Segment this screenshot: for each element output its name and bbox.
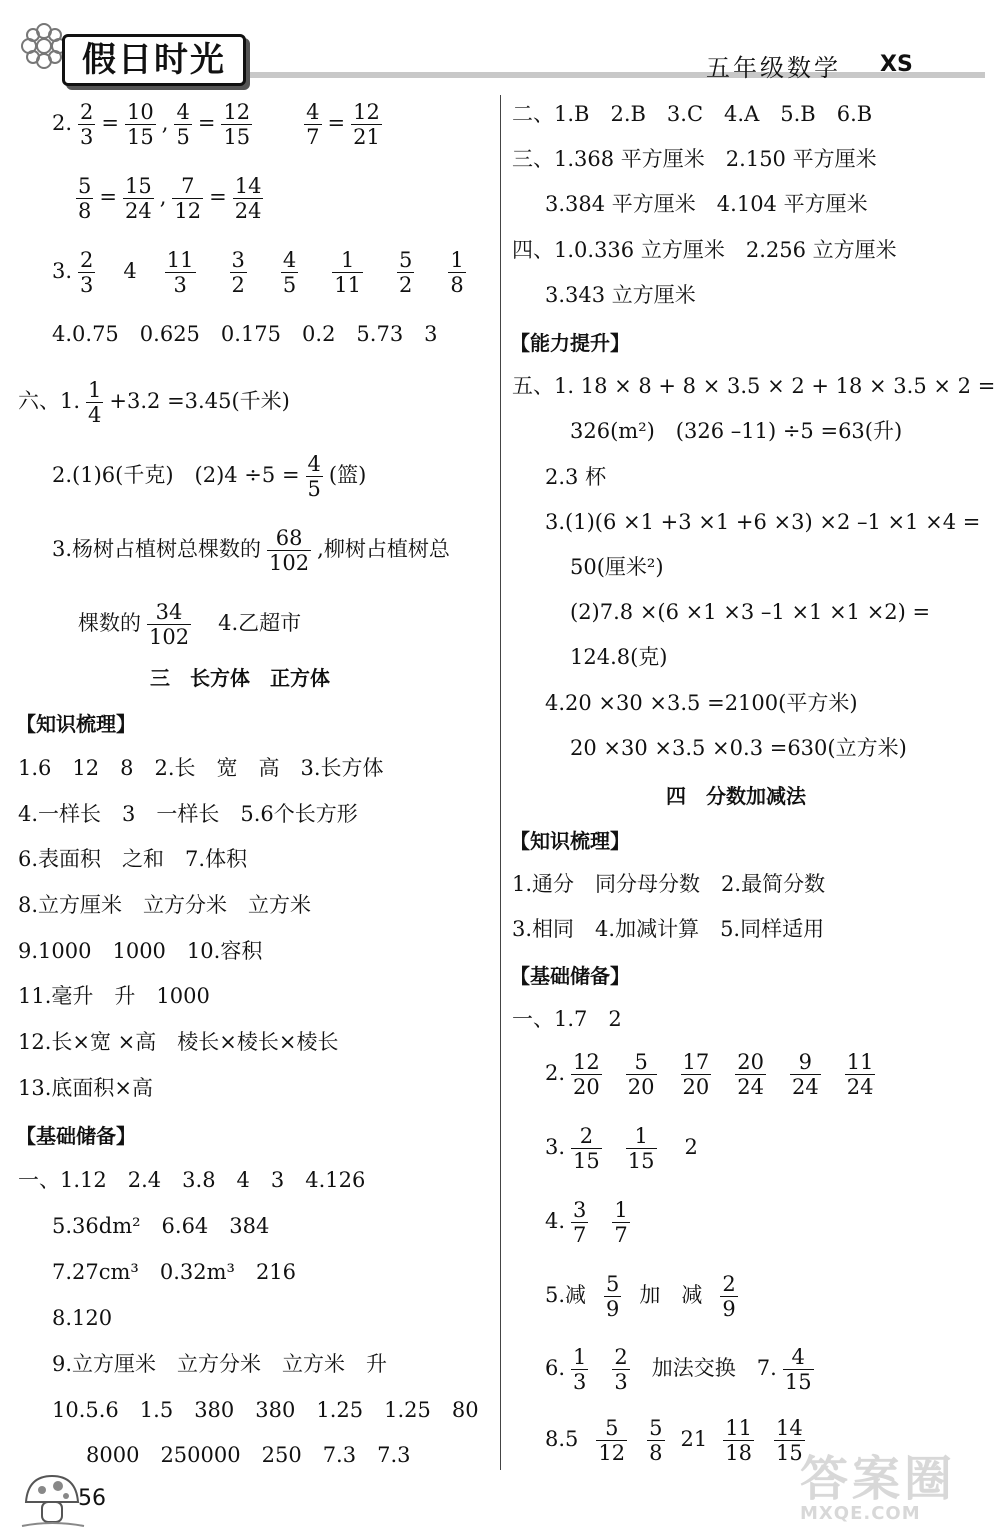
answer-line: 2. $\frac{12}{20}$ $\frac{5}{20}$ $\frac{17}{20}$ $\frac{20}{24}$ $\frac{9}{24}$ $\frac{11}{24}$: [545, 1050, 874, 1099]
answer-line: 2. $\frac{2}{3}$ = $\frac{10}{15}$ , $\frac{4}{5}$ = $\frac{12}{15}$ $\frac{4}{7}$ = $\frac{12}{21}$: [52, 100, 380, 149]
answer-line: 1.6 12 8 2.长 宽 高 3.长方体: [18, 756, 384, 780]
answer-line: 8000 250000 250 7.3 7.3: [86, 1443, 411, 1467]
edition-text: XS: [880, 52, 913, 77]
answer-line: 五、1. 18 × 8 + 8 × 3.5 × 2 + 18 × 3.5 × 2 =: [512, 374, 996, 398]
answer-line: 6.表面积 之和 7.体积: [18, 847, 248, 871]
answer-line: 三、1.368 平方厘米 2.150 平方厘米: [512, 147, 877, 171]
answer-line: 3. $\frac{2}{15}$ $\frac{1}{15}$ 2: [545, 1124, 698, 1173]
book-title: 假日时光: [62, 34, 246, 86]
answer-line: 二、1.B 2.B 3.C 4.A 5.B 6.B: [512, 102, 873, 126]
answer-line: 10.5.6 1.5 380 380 1.25 1.25 80: [52, 1398, 479, 1422]
answer-line: 5.减 $\frac{5}{9}$ 加 减 $\frac{2}{9}$: [545, 1272, 736, 1321]
answer-line: 3.相同 4.加减计算 5.同样适用: [512, 917, 825, 941]
watermark-url: MXQE.COM: [800, 1503, 921, 1524]
answer-line: 13.底面积×高: [18, 1076, 153, 1100]
answer-line: 326(m²) (326 –11) ÷5 =63(升): [570, 419, 903, 443]
subsection-heading: 【基础储备】: [16, 1124, 136, 1148]
answer-line: 四、1.0.336 立方厘米 2.256 立方厘米: [512, 238, 897, 262]
answer-line: 3.343 立方厘米: [545, 283, 696, 307]
section-heading: 四 分数加减法: [666, 784, 806, 808]
answer-line: 3.(1)(6 ×1 +3 ×1 +6 ×3) ×2 –1 ×1 ×4 =: [545, 510, 981, 534]
answer-line: 12.长×宽 ×高 棱长×棱长×棱长: [18, 1030, 339, 1054]
answer-line: 4.20 ×30 ×3.5 =2100(平方米): [545, 691, 858, 715]
answer-line: 3.杨树占植树总棵数的 $\frac{68}{102}$ ,柳树占植树总: [52, 526, 450, 575]
page-number: 56: [78, 1486, 106, 1511]
answer-line: 3.384 平方厘米 4.104 平方厘米: [545, 192, 868, 216]
answer-line: 9.立方厘米 立方分米 立方米 升: [52, 1352, 388, 1376]
answer-line: 11.毫升 升 1000: [18, 984, 210, 1008]
answer-line: 1.通分 同分母分数 2.最简分数: [512, 872, 826, 896]
answer-line: $\frac{5}{8}$ = $\frac{15}{24}$ , $\frac{7}{12}$ = $\frac{14}{24}$: [78, 174, 262, 223]
answer-line: 一、1.12 2.4 3.8 4 3 4.126: [18, 1168, 366, 1192]
answer-line: 9.1000 1000 10.容积: [18, 939, 263, 963]
answer-line: 4.0.75 0.625 0.175 0.2 5.73 3: [52, 322, 438, 346]
section-heading: 三 长方体 正方体: [150, 666, 330, 690]
answer-line: 8.立方厘米 立方分米 立方米: [18, 893, 312, 917]
answer-line: 一、1.7 2: [512, 1007, 622, 1031]
answer-line: 8.120: [52, 1306, 113, 1330]
subsection-heading: 【能力提升】: [510, 331, 630, 355]
subsection-heading: 【基础储备】: [510, 964, 630, 988]
subsection-heading: 【知识梳理】: [16, 712, 136, 736]
answer-line: 4.一样长 3 一样长 5.6个长方形: [18, 802, 358, 826]
column-divider: [500, 95, 501, 1470]
header-rule: [250, 72, 985, 78]
watermark-text: 答案圈: [800, 1451, 957, 1507]
subject-label: 五年级数学: [706, 54, 841, 82]
answer-line: 2.3 杯: [545, 465, 607, 489]
answer-line: 8.5 $\frac{5}{12}$ $\frac{5}{8}$ 21 $\frac{11}{18}$ $\frac{14}{15}$: [545, 1416, 803, 1465]
watermark: [800, 1440, 956, 1524]
answer-line: 6. $\frac{1}{3}$ $\frac{2}{3}$ 加法交换 7. $\frac{4}{15}$: [545, 1345, 812, 1394]
answer-line: 六、1. $\frac{1}{4}$ +3.2 =3.45(千米): [18, 378, 290, 427]
answer-line: 124.8(克): [570, 645, 668, 669]
answer-line: 4. $\frac{3}{7}$ $\frac{1}{7}$: [545, 1198, 628, 1247]
answer-line: 20 ×30 ×3.5 ×0.3 =630(立方米): [570, 736, 907, 760]
answer-line: (2)7.8 ×(6 ×1 ×3 –1 ×1 ×1 ×2) =: [570, 600, 931, 624]
edition-badge: [880, 52, 915, 77]
answer-line: 7.27cm³ 0.32m³ 216: [52, 1260, 297, 1284]
page-header: [0, 0, 1000, 92]
answer-line: 50(厘米²): [570, 555, 664, 579]
answer-line: 棵数的 $\frac{34}{102}$ 4.乙超市: [78, 600, 302, 649]
answer-line: 5.36dm² 6.64 384: [52, 1214, 270, 1238]
answer-line: 2.(1)6(千克) (2)4 ÷5 = $\frac{4}{5}$ (篮): [52, 452, 367, 501]
subsection-heading: 【知识梳理】: [510, 829, 630, 853]
answer-line: 3. $\frac{2}{3}$ 4 $\frac{11}{3}$ $\frac{3}{2}$ $\frac{4}{5}$ $\frac{1}{11}$ $\frac{5}{2}$ $\frac{1}{8}$: [52, 248, 464, 297]
